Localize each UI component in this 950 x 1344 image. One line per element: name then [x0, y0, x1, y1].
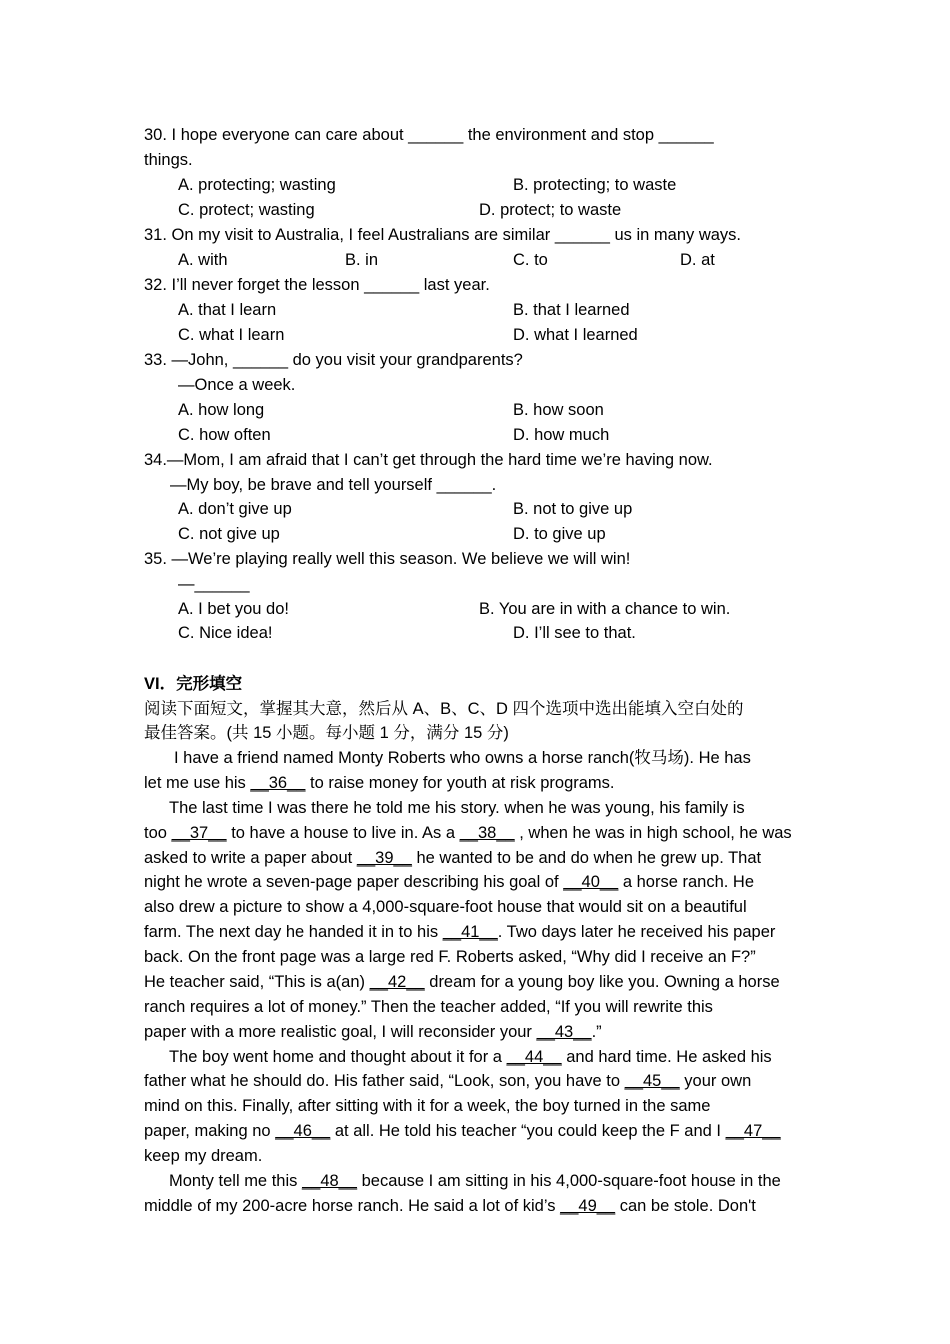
section-instructions: 阅读下面短文，掌握其大意，然后从 A、B、C、D 四个选项中选出能填入空白处的 [144, 700, 744, 718]
passage-text: dream for a young boy like you. Owning a horse [429, 973, 780, 991]
question-35-option-b: B. You are in with a chance to win. [479, 600, 731, 618]
passage-text: paper with a more realistic goal, I will reconsider your [144, 1023, 532, 1041]
question-30-option-a: A. protecting; wasting [178, 176, 336, 194]
question-34-option-c: C. not give up [178, 525, 280, 543]
question-32-option-c: C. what I learn [178, 326, 285, 344]
passage-text: and hard time. He asked his [566, 1048, 772, 1066]
passage-text: farm. The next day he handed it in to his [144, 923, 439, 941]
passage-line [144, 1120, 781, 1142]
question-34-stem: 34.—Mom, I am afraid that I can’t get through the hard time we’re having now. [144, 451, 713, 469]
passage-text: a horse ranch. He [622, 873, 755, 891]
question-35-option-c: C. Nice idea! [178, 624, 273, 642]
question-34-option-a: A. don’t give up [178, 500, 292, 518]
question-31-option-a: A. with [178, 251, 228, 269]
passage-text: . Two days later he received his paper [497, 923, 776, 941]
question-31-option-b: B. in [345, 251, 379, 269]
passage-line [144, 847, 761, 869]
passage-text: night he wrote a seven-page paper describing his goal of [144, 873, 559, 891]
passage-text: he wanted to be and do when he grew up. That [416, 849, 762, 867]
blank-48: __48__ [301, 1172, 358, 1190]
passage-line: mind on this. Finally, after sitting with it for a week, the boy turned in the same [144, 1097, 711, 1115]
blank-47: __47__ [725, 1122, 781, 1140]
question-35-option-d: D. I’ll see to that. [513, 624, 636, 642]
question-33-option-a: A. how long [178, 401, 265, 419]
question-30-stem-cont: things. [144, 151, 193, 169]
question-33-option-b: B. how soon [513, 401, 604, 419]
question-34-reply: —My boy, be brave and tell yourself ______. [170, 476, 497, 494]
passage-text: your own [684, 1072, 752, 1090]
passage-line: The last time I was there he told me his story. when he was young, his family is [169, 799, 745, 817]
question-31-option-c: C. to [513, 251, 548, 269]
question-31-option-d: D. at [680, 251, 715, 269]
section-instructions-cont: 最佳答案。(共 15 小题。每小题 1 分，满分 15 分) [144, 724, 509, 742]
passage-text: .” [591, 1023, 602, 1041]
passage-text: can be stole. Don't [619, 1197, 756, 1215]
passage-line: back. On the front page was a large red F. Roberts asked, “Why did I receive an F?” [144, 948, 756, 966]
passage-text: paper, making no [144, 1122, 271, 1140]
passage-line: I have a friend named Monty Roberts who owns a horse ranch(牧马场). He has [174, 749, 751, 767]
question-34-option-d: D. to give up [513, 525, 606, 543]
question-31-stem: 31. On my visit to Australia, I feel Australians are similar ______ us in many ways. [144, 226, 742, 244]
passage-line [169, 1170, 781, 1192]
blank-36: __36__ [250, 774, 306, 792]
question-30-option-b: B. protecting; to waste [513, 176, 677, 194]
blank-39: __39__ [356, 849, 412, 867]
passage-text: father what he should do. His father said, “Look, son, you have to [144, 1072, 621, 1090]
passage-text: , when he was in high school, he was [519, 824, 792, 842]
question-32-option-a: A. that I learn [178, 301, 277, 319]
blank-45: __45__ [624, 1072, 680, 1090]
question-33-stem: 33. —John, ______ do you visit your grandparents? [144, 351, 523, 369]
question-33-option-c: C. how often [178, 426, 271, 444]
question-35-option-a: A. I bet you do! [178, 600, 289, 618]
passage-line [144, 1070, 751, 1092]
question-30-option-c: C. protect; wasting [178, 201, 315, 219]
question-32-option-d: D. what I learned [513, 326, 638, 344]
passage-text: asked to write a paper about [144, 849, 353, 867]
blank-49: __49__ [560, 1197, 616, 1215]
passage-text: The boy went home and thought about it for a [169, 1048, 502, 1066]
question-32-option-b: B. that I learned [513, 301, 630, 319]
blank-38: __38__ [459, 824, 515, 842]
question-30-option-d: D. protect; to waste [479, 201, 622, 219]
passage-line [144, 921, 775, 943]
section-heading: VI．完形填空 [144, 675, 243, 693]
question-32-stem: 32. I’ll never forget the lesson ______ last year. [144, 276, 490, 294]
passage-text: to have a house to live in. As a [231, 824, 456, 842]
passage-text: Monty tell me this [169, 1172, 298, 1190]
passage-line [144, 1195, 756, 1217]
passage-line [144, 772, 615, 794]
passage-line: also drew a picture to show a 4,000-square-foot house that would sit on a beautiful [144, 898, 747, 916]
blank-40: __40__ [563, 873, 619, 891]
passage-line [144, 871, 754, 893]
passage-line: keep my dream. [144, 1147, 263, 1165]
question-34-option-b: B. not to give up [513, 500, 633, 518]
passage-text: let me use his [144, 774, 246, 792]
passage-line [169, 1046, 772, 1068]
question-33-option-d: D. how much [513, 426, 610, 444]
passage-text: because I am sitting in his 4,000-square-foot house in the [361, 1172, 781, 1190]
passage-line [144, 822, 792, 844]
question-35-stem: 35. —We’re playing really well this season. We believe we will win! [144, 550, 631, 568]
passage-text: middle of my 200-acre horse ranch. He said a lot of kid’s [144, 1197, 556, 1215]
blank-41: __41__ [442, 923, 498, 941]
blank-43: __43__ [536, 1023, 592, 1041]
question-35-reply: —______ [178, 575, 250, 593]
blank-46: __46__ [275, 1122, 331, 1140]
passage-line: ranch requires a lot of money.” Then the teacher added, “If you will rewrite this [144, 998, 713, 1016]
passage-line [144, 1021, 602, 1043]
passage-text: at all. He told his teacher “you could keep the F and I [334, 1122, 721, 1140]
passage-text: too [144, 824, 167, 842]
question-30-stem: 30. I hope everyone can care about ______ the environment and stop ______ [144, 126, 714, 144]
passage-text: to raise money for youth at risk programs. [310, 774, 615, 792]
passage-text: He teacher said, “This is a(an) [144, 973, 366, 991]
blank-44: __44__ [506, 1048, 562, 1066]
blank-42: __42__ [369, 973, 425, 991]
question-33-reply: —Once a week. [178, 376, 296, 394]
blank-37: __37__ [171, 824, 227, 842]
passage-line [144, 971, 780, 993]
